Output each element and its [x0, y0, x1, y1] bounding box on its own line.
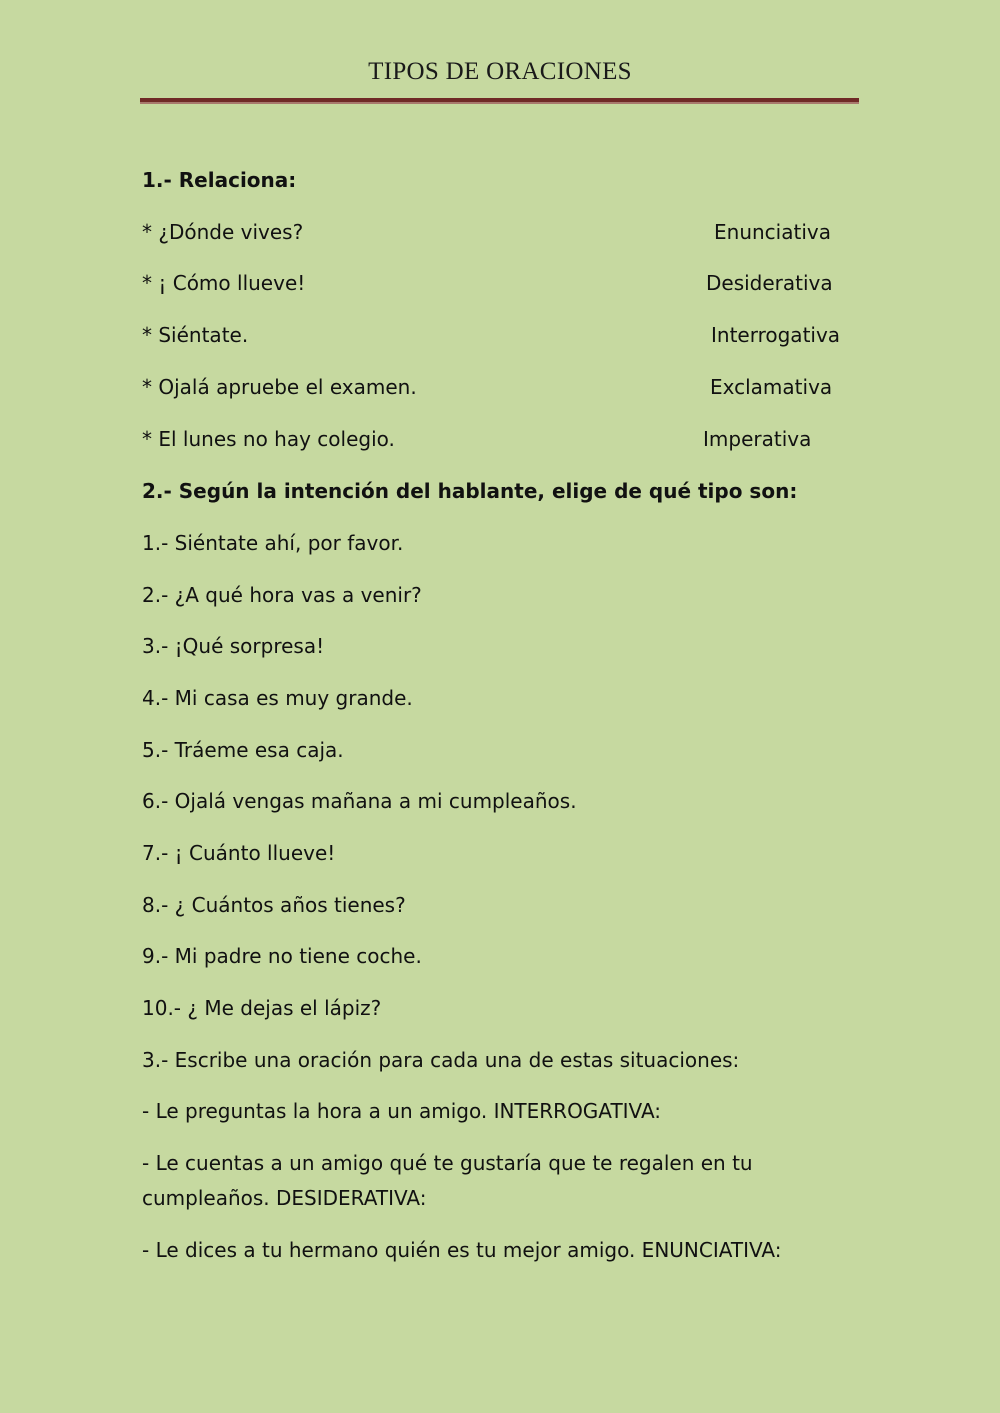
match-sentence: * El lunes no hay colegio.	[142, 427, 395, 451]
situation-item: - Le preguntas la hora a un amigo. INTERROGATIVA:	[142, 1099, 662, 1123]
title-rule-shadow	[140, 102, 859, 104]
match-sentence: * Siéntate.	[142, 323, 249, 347]
match-type: Exclamativa	[710, 375, 833, 399]
exercise-item: 2.- ¿A qué hora vas a venir?	[142, 583, 422, 607]
exercise-item: 7.- ¡ Cuánto llueve!	[142, 841, 336, 865]
situation-item: - Le cuentas a un amigo qué te gustaría que te regalen en tu	[142, 1151, 753, 1175]
section-1-heading: 1.- Relaciona:	[142, 168, 297, 192]
exercise-item: 4.- Mi casa es muy grande.	[142, 686, 413, 710]
exercise-item: 10.- ¿ Me dejas el lápiz?	[142, 996, 382, 1020]
match-sentence: * ¡ Cómo llueve!	[142, 271, 306, 295]
exercise-item: 8.- ¿ Cuántos años tienes?	[142, 893, 406, 917]
exercise-item: 3.- ¡Qué sorpresa!	[142, 634, 325, 658]
exercise-item: 1.- Siéntate ahí, por favor.	[142, 531, 404, 555]
match-sentence: * ¿Dónde vives?	[142, 220, 304, 244]
match-type: Interrogativa	[711, 323, 841, 347]
exercise-item: 9.- Mi padre no tiene coche.	[142, 944, 422, 968]
match-type: Imperativa	[703, 427, 812, 451]
match-type: Desiderativa	[706, 271, 833, 295]
section-3-heading: 3.- Escribe una oración para cada una de estas situaciones:	[142, 1048, 740, 1072]
exercise-item: 5.- Tráeme esa caja.	[142, 738, 344, 762]
match-sentence: * Ojalá apruebe el examen.	[142, 375, 417, 399]
match-type: Enunciativa	[714, 220, 831, 244]
exercise-item: 6.- Ojalá vengas mañana a mi cumpleaños.	[142, 789, 577, 813]
situation-item: - Le dices a tu hermano quién es tu mejor amigo. ENUNCIATIVA:	[142, 1238, 782, 1262]
situation-item-continued: cumpleaños. DESIDERATIVA:	[142, 1186, 427, 1210]
page-title: TIPOS DE ORACIONES	[368, 58, 632, 85]
section-2-heading: 2.- Según la intención del hablante, elige de qué tipo son:	[142, 479, 798, 503]
